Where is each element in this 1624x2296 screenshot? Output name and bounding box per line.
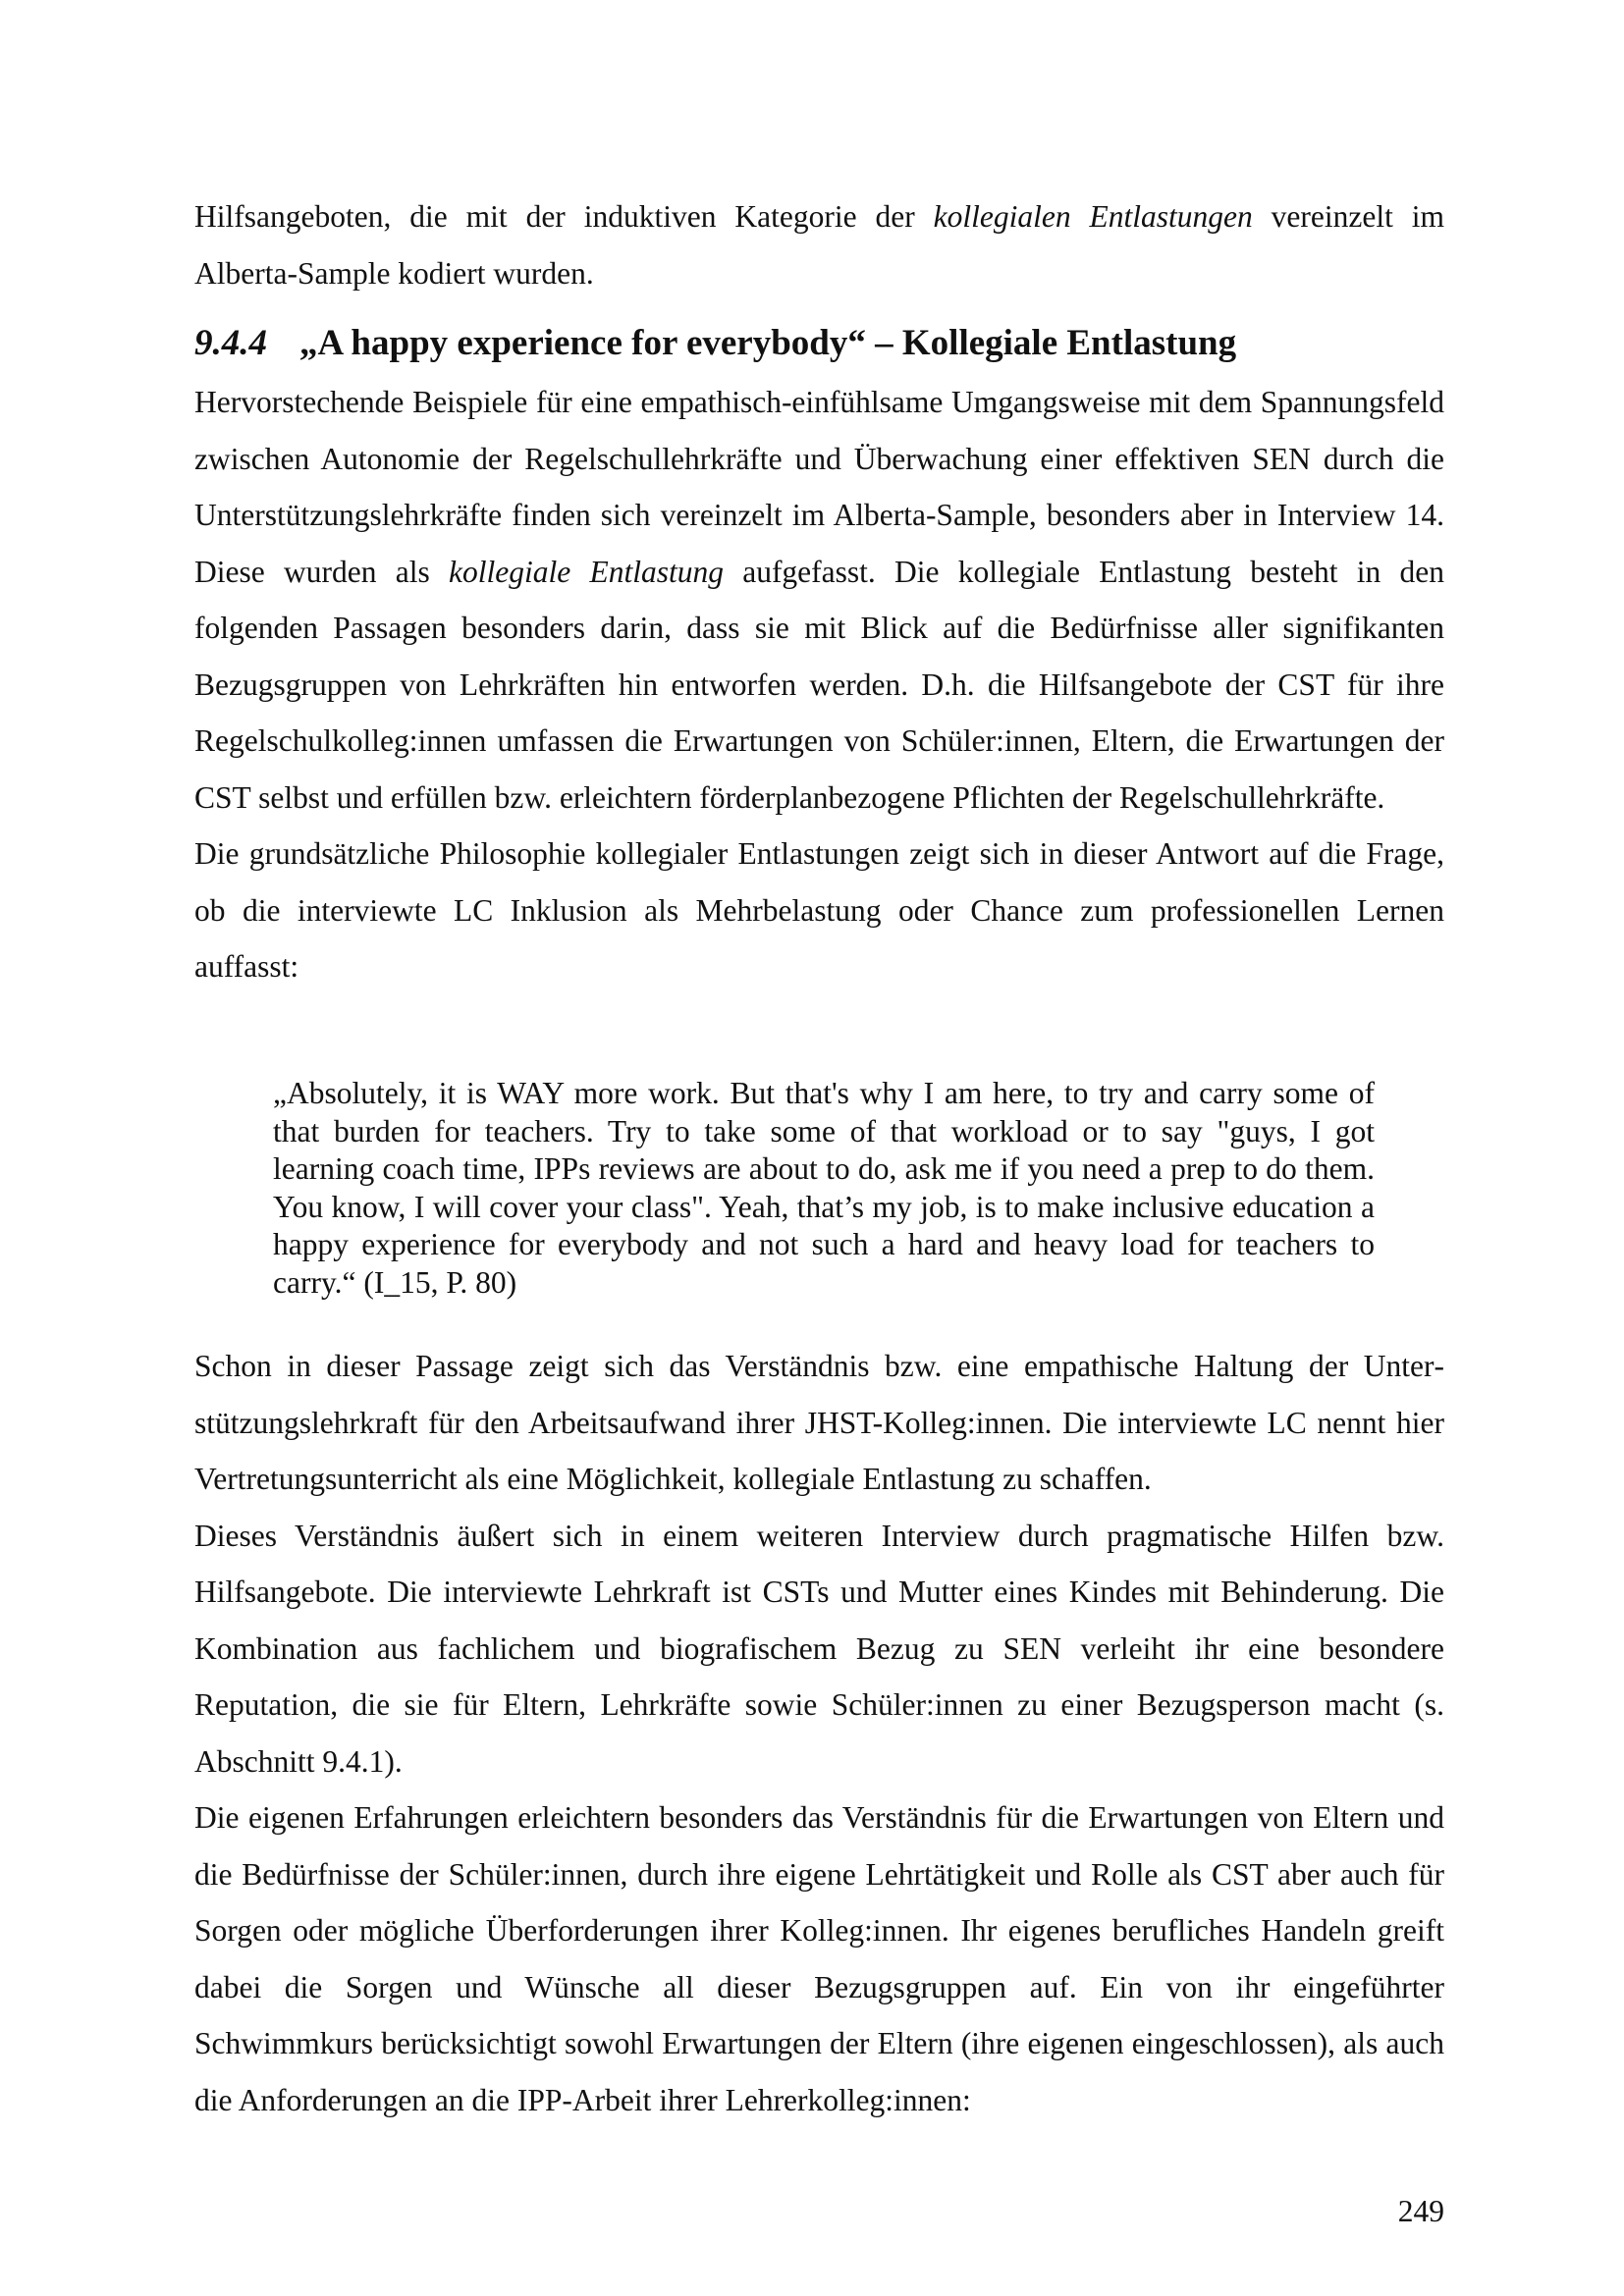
paragraph-passage: Schon in dieser Passage zeigt sich das Verständnis bzw. eine empathische Haltung der Unterstützungslehrkraft für den Arbeitsaufwand ihrer JHST-Kolleg:innen. Die interviewte LC nennt hier Vertretungsunterricht als eine Möglichkeit, kollegiale Entlastung zu schaffen.	[194, 1349, 1444, 1496]
block-quote	[273, 1075, 1375, 1302]
paragraph-understanding: Dieses Verständnis äußert sich in einem weiteren Interview durch pragmatische Hilfen bzw. Hilfsangebote. Die interviewte Lehrkraft ist CSTs und Mutter eines Kindes mit Behinderung. Die Kombination aus fachlichem und biografischem Bezug zu SEN verleiht ihr eine besondere Reputation, die sie für Eltern, Lehrkräfte sowie Schüler:innen zu einer Bezugsperson macht (s. Abschnitt 9.4.1).	[194, 1518, 1444, 1779]
paragraph-intro-text-end: vereinzelt im Alberta-Sample kodiert wurden.	[194, 199, 1444, 291]
paragraph-intro-text-start: Hilfsangeboten, die mit der induktiven Kategorie der	[194, 199, 934, 234]
paragraph-examples	[194, 374, 1444, 826]
body-text-upper	[194, 374, 1444, 995]
section-number: 9.4.4	[194, 323, 267, 363]
block-quote-text: „Absolutely, it is WAY more work. But that's why I am here, to try and carry some of that burden for teachers. Try to take some of that workload or to say "guys, I got learning coach time, IPPs reviews are about to do, ask me if you need a prep to do them. You know, I will cover your class". Yeah, that’s my job, is to make inclusive education a happy experience for everybody and not such a hard and heavy load for teachers to carry.“ (I_15, P. 80)	[273, 1076, 1375, 1300]
paragraph-examples-emphasis: kollegiale Entlastung	[448, 554, 724, 589]
section-heading	[194, 314, 1236, 373]
section-title: „A happy experience for everybody“ – Kollegiale Entlastung	[299, 323, 1237, 363]
paragraph-examples-text-end: aufgefasst. Die kollegiale Entlastung besteht in den folgenden Passagen besonders darin, dass sie mit Blick auf die Bedürfnisse aller signifikanten Bezugsgruppen von Lehrkräften hin entworfen werden. D.h. die Hilfsangebote der CST für ihre Regelschulkolleg:innen umfassen die Erwartungen von Schüler:innen, Eltern, die Erwartungen der CST selbst und erfüllen bzw. erleichtern förderplanbezogene Pflichten der Regelschullehrkräfte.	[194, 554, 1444, 815]
paragraph-examples-text-start: Hervorstechende Beispiele für eine empathisch-einfühlsame Umgangsweise mit dem Spannungsfeld zwischen Autonomie der Regelschullehrkräfte und Überwachung einer effektiven SEN durch die Unterstützungslehrkräfte finden sich vereinzelt im Alberta-Sample, besonders aber in Interview 14. Diese wurden als	[194, 385, 1444, 589]
page-number: 249	[1397, 2194, 1444, 2228]
paragraph-experiences: Die eigenen Erfahrungen erleichtern besonders das Verständnis für die Erwartungen von Eltern und die Bedürfnisse der Schüler:innen, durch ihre eigene Lehrtätigkeit und Rolle als CST aber auch für Sorgen oder mögliche Überforderungen ihrer Kolleg:innen. Ihr eigenes berufliches Handeln greift dabei die Sorgen und Wünsche all dieser Bezugsgruppen auf. Ein von ihr eingeführter Schwimmkurs berücksichtigt sowohl Erwartungen der Eltern (ihre eigenen eingeschlossen), als auch die Anforderungen an die IPP-Arbeit ihrer Lehrerkolleg:innen:	[194, 1800, 1444, 2117]
paragraph-philosophy: Die grundsätzliche Philosophie kollegialer Entlastungen zeigt sich in dieser Antwort auf die Frage, ob die interviewte LC Inklusion als Mehrbelastung oder Chance zum professionellen Lernen auffasst:	[194, 836, 1444, 984]
paragraph-intro-emphasis: kollegialen Entlastungen	[933, 199, 1253, 234]
body-text-lower	[194, 1338, 1444, 2128]
paragraph-intro	[194, 188, 1444, 301]
